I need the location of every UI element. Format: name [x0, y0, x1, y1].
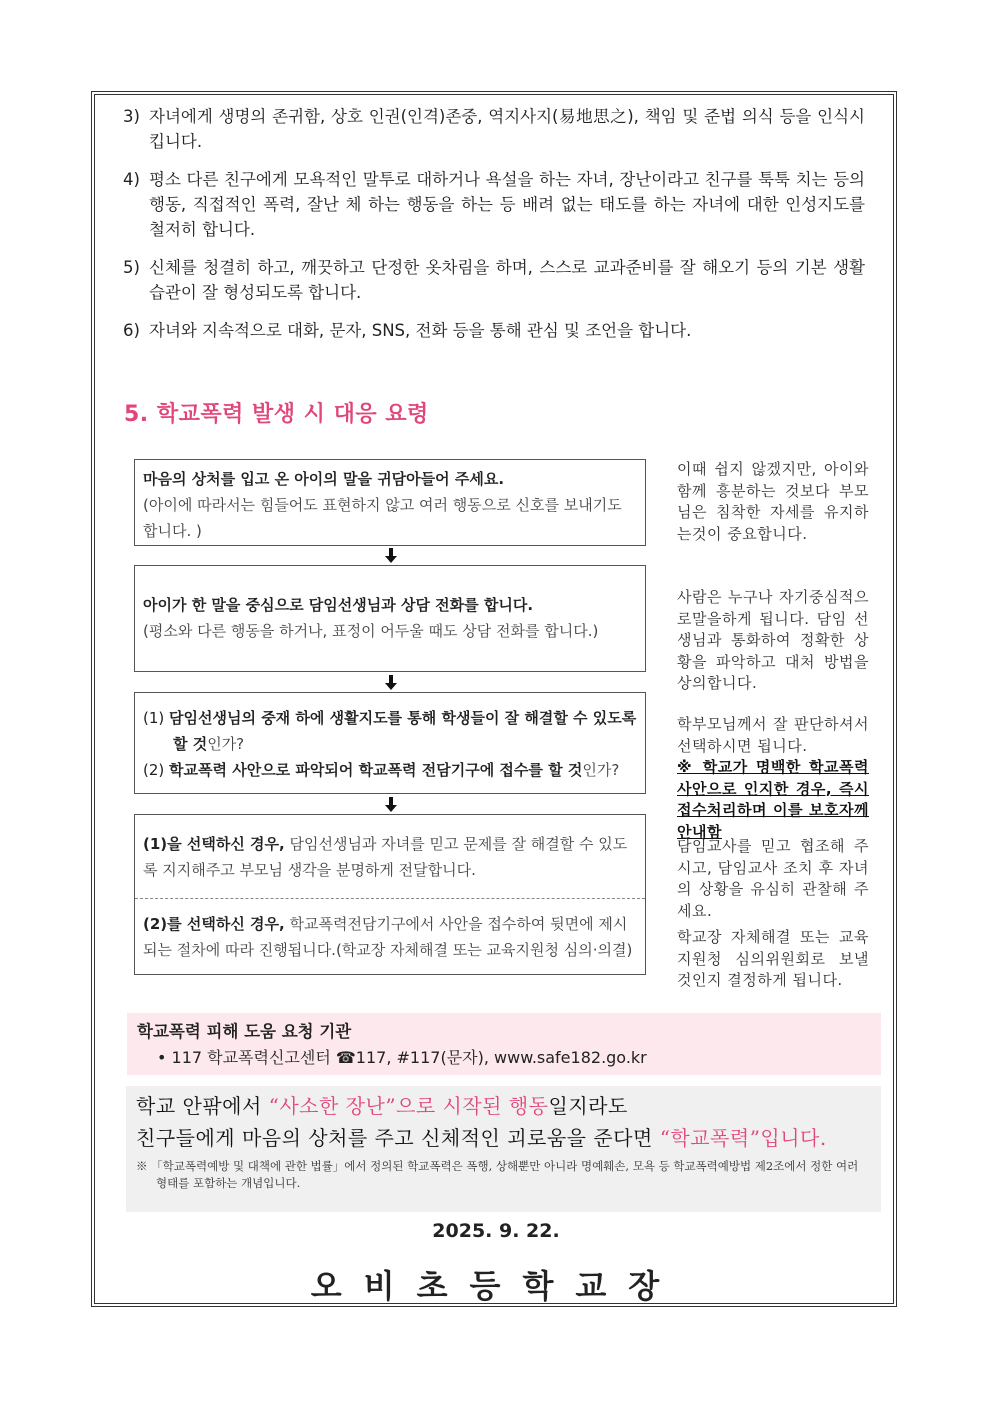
help-box [127, 1013, 881, 1075]
flow-step-4 [134, 814, 646, 975]
option-2: (2) 학교폭력 사안으로 파악되어 학교폭력 전담기구에 접수를 할 것인가? [143, 761, 620, 779]
down-arrow-icon [383, 548, 399, 564]
help-contact: • 117 학교폭력신고센터 ☎117, #117(문자), www.safe182.go.kr [157, 1048, 647, 1067]
side-note-1: 이때 쉽지 않겠지만, 아이와 함께 흥분하는 것보다 부모님은 침착한 자세를 유지하는것이 중요합니다. [677, 460, 869, 543]
choice-2-result: (2)를 선택하신 경우, 학교폭력전담기구에서 사안을 접수하여 뒷면에 제시되는 절차에 따라 진행됩니다.(학교장 자체해결 또는 교육지원청 심의·의결) [143, 915, 633, 959]
side-note-4: 담임교사를 믿고 협조해 주시고, 담임교사 조치 후 자녀의 상황을 유심히 관찰해 주세요. [677, 837, 869, 920]
notice-line-2: 친구들에게 마음의 상처를 주고 신체적인 괴로움을 준다면 “학교폭력”입니다. [136, 1126, 827, 1150]
side-note-warning: ※ 학교가 명백한 학교폭력 사안으로 인지한 경우, 즉시 접수처리하며 이를 보호자께 안내함 [677, 758, 869, 841]
option-1: (1) 담임선생님의 중재 하에 생활지도를 통해 학생들이 잘 해결할 수 있도록 할 것인가? [143, 709, 637, 753]
guidance-list [123, 104, 865, 356]
step1-note: (아이에 따라서는 힘들어도 표현하지 않고 여러 행동으로 신호를 보내기도 합니다. ) [143, 496, 622, 540]
list-item: 3) 자녀에게 생명의 존귀함, 상호 인권(인격)존중, 역지사지(易地思之), 책임 및 준법 의식 등을 인식시킵니다. [123, 107, 865, 151]
list-item: 6) 자녀와 지속적으로 대화, 문자, SNS, 전화 등을 통해 관심 및 조언을 합니다. [123, 321, 692, 340]
section-title: 5. 학교폭력 발생 시 대응 요령 [124, 402, 429, 427]
side-note-2: 사람은 누구나 자기중심적으로말을하게 됩니다. 담임 선생님과 통화하여 정확한 상황을 파악하고 대처 방법을 상의합니다. [677, 588, 869, 692]
choice-1-result: (1)을 선택하신 경우, 담임선생님과 자녀를 믿고 문제를 잘 해결할 수 있도록 지지해주고 부모님 생각을 분명하게 전달합니다. [135, 815, 645, 899]
list-item: 4) 평소 다른 친구에게 모욕적인 말투로 대하거나 욕설을 하는 자녀, 장난이라고 친구를 툭툭 치는 등의 행동, 직접적인 폭력, 잘난 체 하는 행동을 하는 등 배려 없는 태도를 하는 자녀에 대한 인성지도를 철저히 합니다. [123, 170, 865, 239]
side-note-3: 학부모님께서 잘 판단하셔서 선택하시면 됩니다. ※ 학교가 명백한 학교폭력 사안으로 인지한 경우, 즉시 접수처리하며 이를 보호자께 안내함 [677, 714, 869, 843]
down-arrow-icon [383, 675, 399, 691]
signature: 오비초등학교장 [310, 1267, 682, 1305]
step1-heading: 마음의 상처를 입고 온 아이의 말을 귀담아들어 주세요. [143, 470, 505, 488]
notice-line-1: 학교 안팎에서 “사소한 장난”으로 시작된 행동일지라도 [136, 1094, 628, 1118]
side-note-5: 학교장 자체해결 또는 교육지원청 심의위원회로 보낼 것인지 결정하게 됩니다. [677, 928, 869, 989]
flow-step-2 [134, 565, 646, 672]
flow-step-1 [134, 459, 646, 546]
document-date: 2025. 9. 22. [432, 1220, 560, 1242]
step2-note: (평소와 다른 행동을 하거나, 표정이 어두울 때도 상담 전화를 합니다.) [143, 622, 599, 640]
down-arrow-icon [383, 797, 399, 813]
step2-heading: 아이가 한 말을 중심으로 담임선생님과 상담 전화를 합니다. [143, 596, 534, 614]
notice-box [126, 1086, 881, 1212]
notice-footnote: ※ 「학교폭력예방 및 대책에 관한 법률」에서 정의된 학교폭력은 폭행, 상해뿐만 아니라 명예훼손, 모욕 등 학교폭력예방법 제2조에서 정한 여러 형태를 포함하는 개념입니다. [136, 1159, 859, 1190]
flow-step-3 [134, 692, 646, 794]
list-item: 5) 신체를 청결히 하고, 깨끗하고 단정한 옷차림을 하며, 스스로 교과준비를 잘 해오기 등의 기본 생활습관이 잘 형성되도록 합니다. [123, 258, 865, 302]
help-heading: 학교폭력 피해 도움 요청 기관 [137, 1022, 352, 1041]
